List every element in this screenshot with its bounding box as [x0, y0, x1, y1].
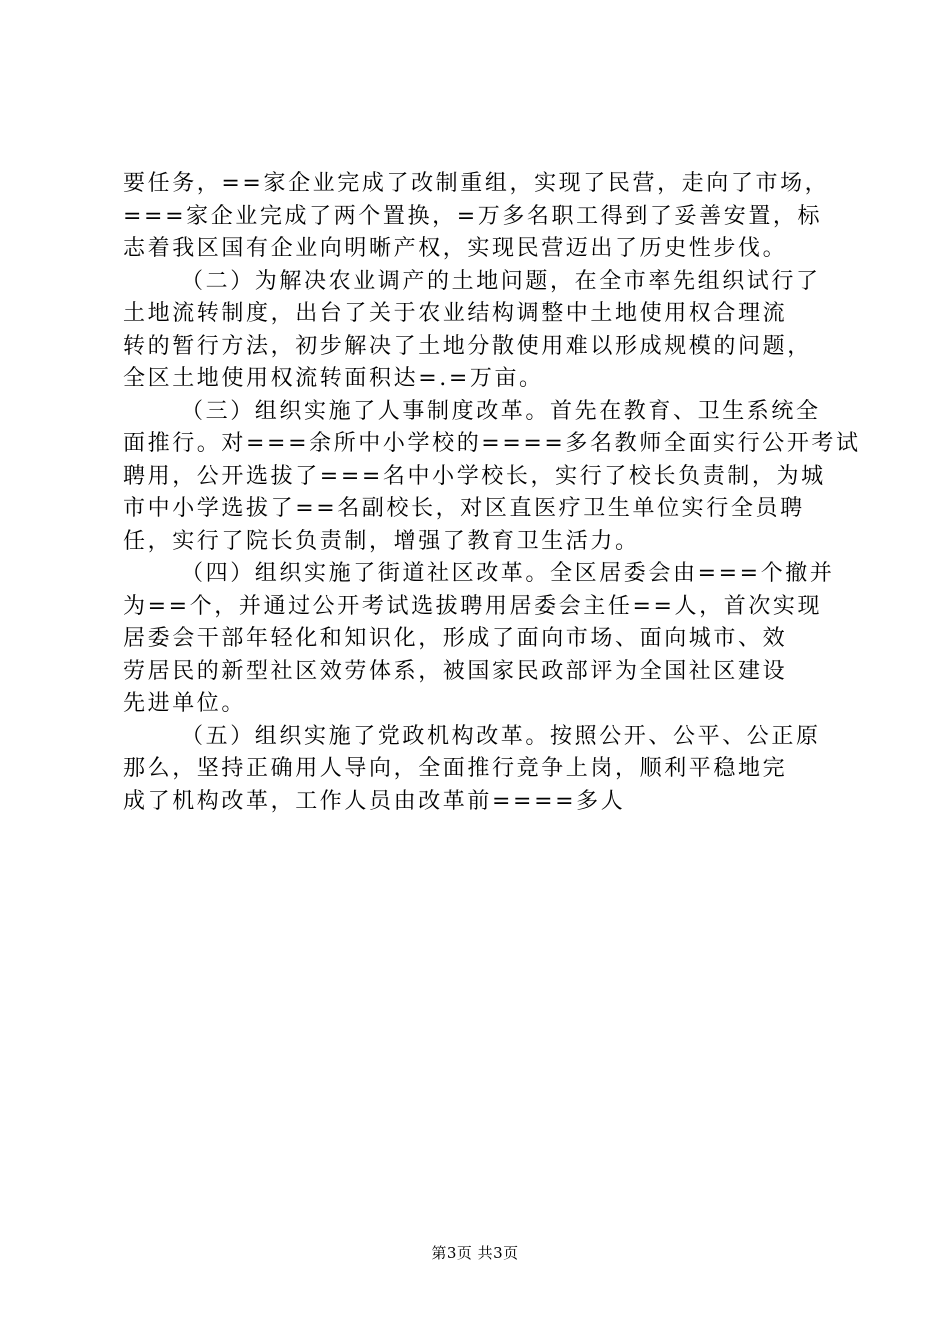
text-line: 市中小学选拔了==名副校长，对区直医疗卫生单位实行全员聘 — [123, 496, 805, 521]
text-line: 聘用，公开选拔了===名中小学校长，实行了校长负责制，为城 — [123, 463, 826, 489]
text-line: ===家企业完成了两个置换，=万多名职工得到了妥善安置，标 — [123, 203, 823, 229]
text-line: 要任务，==家企业完成了改制重组，实现了民营，走向了市场， — [123, 171, 830, 196]
paragraph-start-line: （四）组织实施了街道社区改革。全区居委会由===个撤并 — [181, 561, 835, 586]
document-body — [123, 168, 861, 818]
text-line: 那么，坚持正确用人导向，全面推行竞争上岗，顺利平稳地完 — [123, 756, 788, 781]
text-line: 居委会干部年轻化和知识化，形成了面向市场、面向城市、效 — [123, 626, 788, 651]
text-line: 先进单位。 — [123, 691, 247, 716]
text-line: 转的暂行方法，初步解决了土地分散使用难以形成规模的问题， — [123, 333, 812, 359]
paragraph-start-line: （二）为解决农业调产的土地问题，在全市率先组织试行了 — [181, 268, 821, 294]
text-line: 志着我区国有企业向明晰产权，实现民营迈出了历史性步伐。 — [123, 236, 788, 261]
paragraph-start-line: （三）组织实施了人事制度改革。首先在教育、卫生系统全 — [181, 398, 821, 424]
text-line: 劳居民的新型社区效劳体系，被国家民政部评为全国社区建设 — [123, 658, 788, 684]
text-line: 成了机构改革，工作人员由改革前====多人 — [123, 788, 626, 814]
text-line: 全区土地使用权流转面积达=.=万亩。 — [123, 366, 544, 391]
text-line: 面推行。对===余所中小学校的====多名教师全面实行公开考试 — [123, 431, 861, 456]
page-footer — [0, 1243, 950, 1263]
text-line: 土地流转制度，出台了关于农业结构调整中土地使用权合理流 — [123, 301, 788, 326]
text-line: 为==个，并通过公开考试选拔聘用居委会主任==人，首次实现 — [123, 593, 823, 619]
paragraph-start-line: （五）组织实施了党政机构改革。按照公开、公平、公正原 — [181, 723, 821, 749]
page-number-label: 第3页 共3页 — [431, 1244, 519, 1262]
text-line: 任，实行了院长负责制，增强了教育卫生活力。 — [123, 528, 640, 554]
